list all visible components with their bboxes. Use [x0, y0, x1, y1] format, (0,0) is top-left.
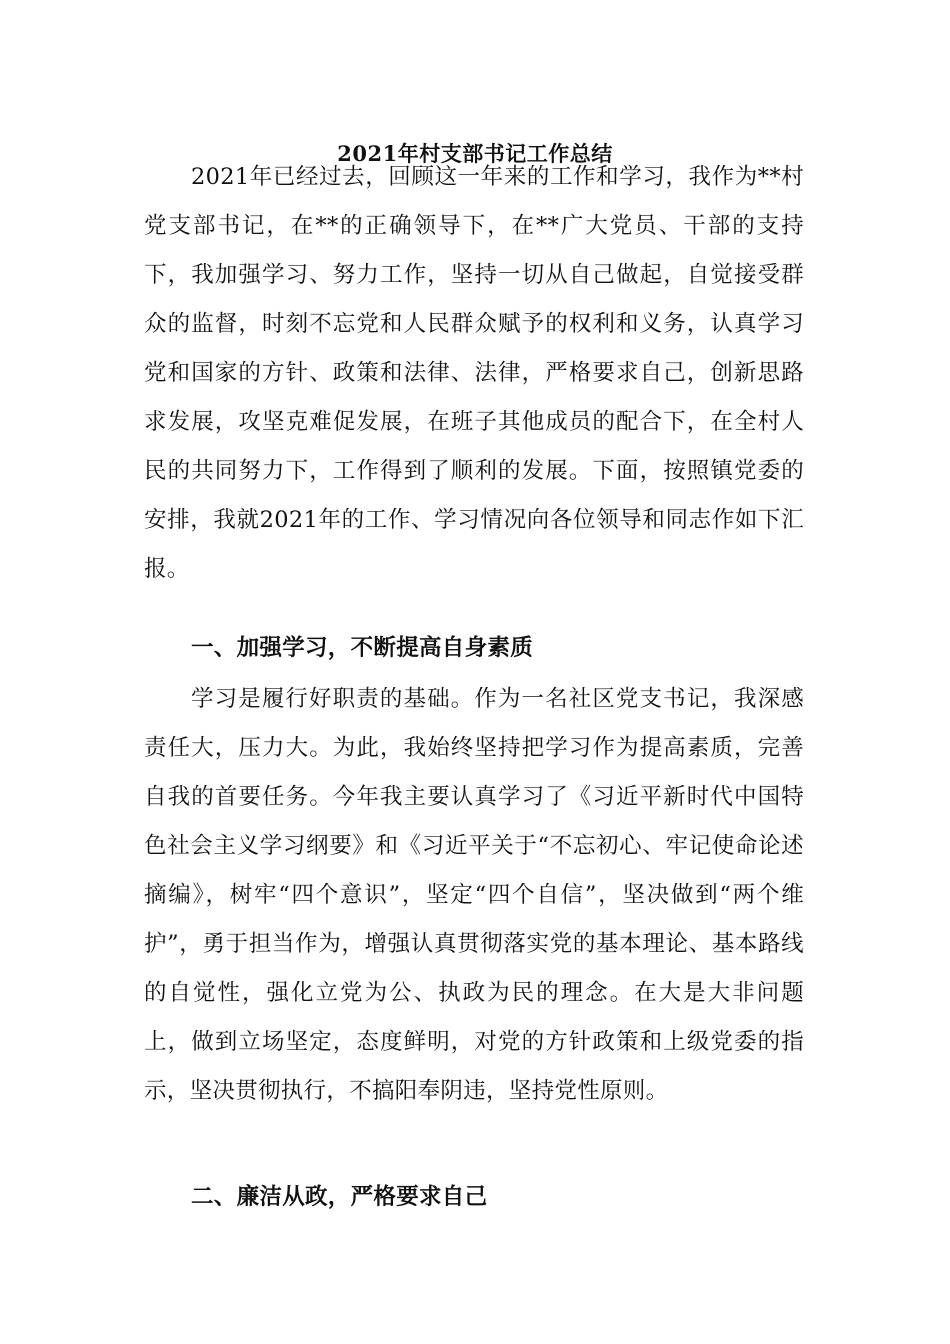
section-heading-1: 一、加强学习，不断提高自身素质 [191, 635, 534, 661]
document-title: 2021年村支部书记工作总结 [337, 141, 613, 166]
intro-paragraph: 2021年已经过去，回顾这一年来的工作和学习，我作为**村党支部书记，在**的正确领导下，在**广大党员、干部的支持下，我加强学习、努力工作，坚持一切从自己做起，自觉接受群众的监督，时刻不忘党和人民群众赋予的权利和义务，认真学习党和国家的方针、政策和法律、法律，严格要求自己，创新思路求发展，攻坚克难促发展，在班子其他成员的配合下，在全村人民的共同努力下，工作得到了顺利的发展。下面，按照镇党委的安排，我就2021年的工作、学习情况向各位领导和同志作如下汇报。 [144, 164, 804, 582]
section-1-paragraph: 学习是履行好职责的基础。作为一名社区党支书记，我深感责任大，压力大。为此，我始终坚持把学习作为提高素质，完善自我的首要任务。今年我主要认真学习了《习近平新时代中国特色社会主义学习纲要》和《习近平关于“不忘初心、牢记使命论述摘编》，树牢“四个意识”，坚定“四个自信”，坚决做到“两个维护”，勇于担当作为，增强认真贯彻落实党的基本理论、基本路线的自觉性，强化立党为公、执政为民的理念。在大是大非问题上，做到立场坚定，态度鲜明，对党的方针政策和上级党委的指示，坚决贯彻执行，不搞阳奉阴违，坚持党性原则。 [144, 686, 804, 1104]
section-heading-2: 二、廉洁从政，严格要求自己 [191, 1184, 488, 1210]
